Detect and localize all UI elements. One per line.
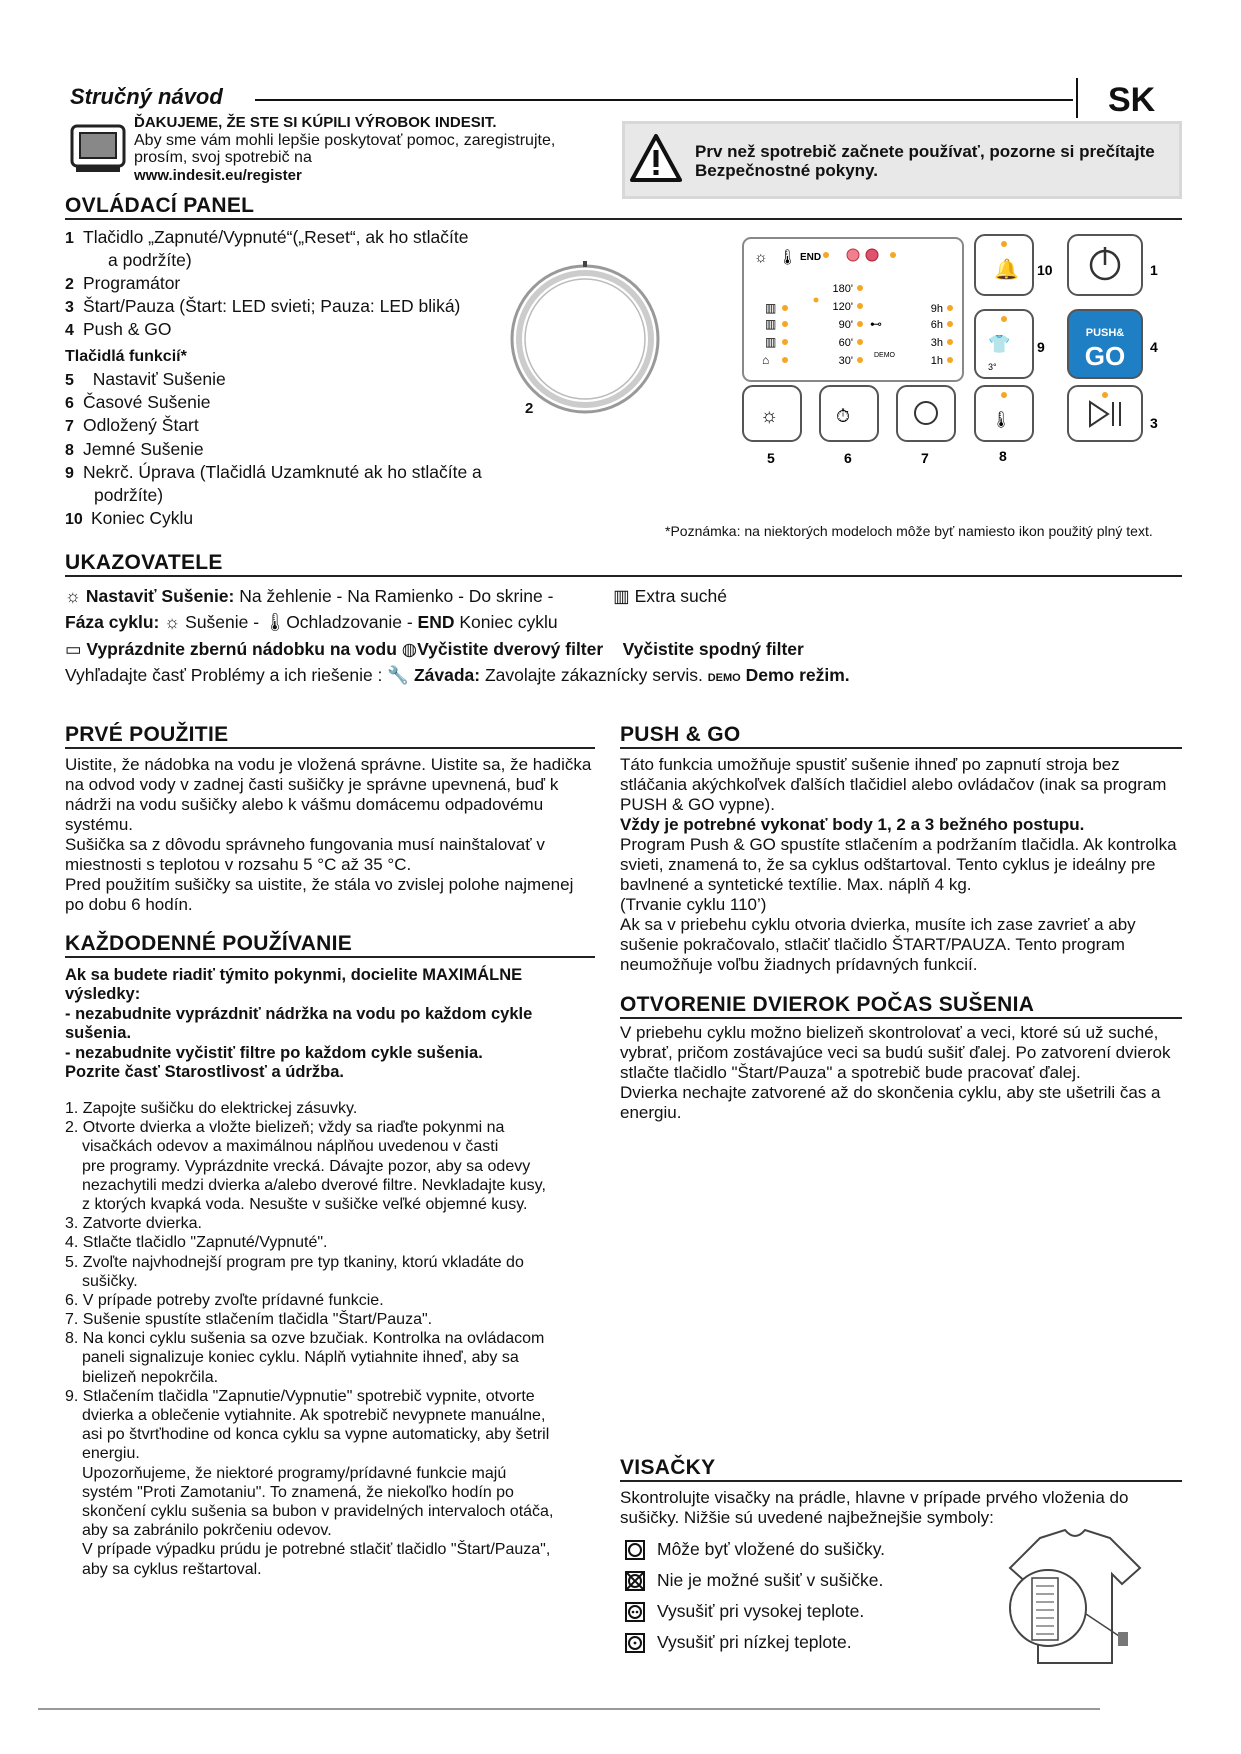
no-tumble-dry-icon bbox=[625, 1571, 645, 1591]
delay-start-button bbox=[897, 386, 955, 441]
demo-icon: DEMO bbox=[707, 671, 741, 684]
indicator-line-1: ☼ Nastaviť Sušenie: Na žehlenie - Na Ramienko - Do skrine - ▥ Extra suché bbox=[65, 586, 727, 606]
warning-icon bbox=[630, 133, 682, 183]
first-use-text: Uistite, že nádobka na vodu je vložená správne. Uistite sa, že hadička na odvod vody v zadnej časti sušičky je správne upevnená, buď k nádrži na vodu sušičky alebo k vášmu domácemu odpadovému systému. Sušička sa z dôvodu správneho fungovania musí nainštalovať v miestnosti s teplotou v rozsahu 5 °C až 35 °C. Pred použitím sušičky sa uistite, že stála vo zvislej polohe najmenej po dobu 6 hodín. bbox=[65, 755, 592, 915]
indicators-title: UKAZOVATELE bbox=[65, 551, 223, 574]
tumble-dry-icon bbox=[625, 1540, 645, 1560]
daily-use-steps: 1. Zapojte sušičku do elektrickej zásuvky. 2. Otvorte dvierka a vložte bielizeň; vždy sa riaďte pokynmi na visačkách odevov a maximálnou náplňou uvedenou v časti pre programy. Vyprázdnite vrecká. Dávajte pozor, aby sa odevy nezachytili medzi dvierka a/alebo dverové filtre. Nevkladajte kusy, z ktorých kvapká voda. Nesušte v sušičke veľké objemné kusy. 3. Zatvorte dvierka. 4. Stlačte tlačidlo "Zapnuté/Vypnuté". 5. Zvoľte najvhodnejší program pre typ tkaniny, ktorú vkladáte do sušičky. 6. V prípade potreby zvoľte prídavné funkcie. 7. Sušenie spustíte stlačením tlačidla "Štart/Pauza". 8. Na konci cyklu sušenia sa ozve bzučiak. Kontrolka na ovládacom paneli signalizuje koniec cyklu. Náplň vytiahnite ihneď, aby sa bielizeň nepokrčila. 9. Stlačením tlačidla "Zapnutie/Vypnutie" spotrebič vypnite, otvorte dvierka a oblečenie vytiahnite. Ak spotrebič nevypnete manuálne, asi po štvrťhodine od konca cyklu sa vypne automaticky, aby šetril energiu. Upozorňujeme, že niektoré programy/prídavné funkcie majú systém "Proti Zamotaniu". To znamená, že niekoľko hodín po skončení cyklu sušenia sa bubon v pravidelných intervaloch otáča, aby sa zabránilo pokrčeniu odevov. V prípade výpadku prúdu je potrebné stlačiť tlačidlo "Štart/Pauza", aby sa cyklus reštartoval. bbox=[65, 1100, 554, 1578]
sun-icon: ☼ bbox=[164, 612, 181, 633]
low-heat-icon bbox=[625, 1633, 645, 1653]
control-panel-title: OVLÁDACÍ PANEL bbox=[65, 194, 255, 217]
computer-icon bbox=[70, 124, 126, 174]
section-rule bbox=[620, 1017, 1182, 1019]
shirt-icon: 👕 bbox=[988, 334, 1011, 354]
svg-text:⌂: ⌂ bbox=[762, 353, 770, 367]
section-rule bbox=[65, 218, 1182, 220]
anti-crease-deg: 3° bbox=[988, 362, 997, 372]
list-item: 8 Jemné Sušenie bbox=[65, 438, 204, 459]
indicator-line-4: Vyhľadajte časť Problémy a ich riešenie : 🔧 Závada: Zavolajte zákaznícky servis. DEMO Demo režim. bbox=[65, 664, 850, 685]
labels-intro: Skontrolujte visačky na prádle, hlavne v prípade prvého vloženia do sušičky. Nižšie sú uvedené najbežnejšie symboly: bbox=[620, 1488, 1129, 1528]
push-go-label: PUSH& bbox=[1085, 327, 1125, 339]
symbol-row: Vysušiť pri vysokej teplote. bbox=[625, 1596, 1005, 1627]
labels-title: VISAČKY bbox=[620, 1456, 716, 1479]
list-item: 10 Koniec Cyklu bbox=[65, 507, 194, 528]
door-open-text: V priebehu cyklu možno bielizeň skontrolovať a veci, ktoré sú už suché, vybrať, pričom zostávajúce veci sa budú sušiť ďalej. Po zatvorení dvierok stlačte tlačidlo "Štart/Pauza" a spotrebič bude pracovať ďalej. Dvierka nechajte zatvorené až do skončenia cyklu, aby ste ušetrili čas a energiu. bbox=[620, 1023, 1171, 1123]
door-open-title: OTVORENIE DVIEROK POČAS SUŠENIA bbox=[620, 993, 1035, 1016]
svg-text:8: 8 bbox=[999, 448, 1007, 464]
first-use-title: PRVÉ POUŽITIE bbox=[65, 723, 229, 746]
list-item: 5 Nastaviť Sušenie bbox=[65, 368, 226, 389]
indicator-line-3: ▭ Vyprázdnite zbernú nádobku na vodu ◍Vyčistite dverový filter Vyčistite spodný filter bbox=[65, 638, 804, 659]
svg-text:10: 10 bbox=[1037, 262, 1053, 278]
section-rule bbox=[65, 747, 595, 749]
daily-use-title: KAŽDODENNÉ POUŽÍVANIE bbox=[65, 932, 353, 955]
daily-use-bold: Ak sa budete riadiť týmito pokynmi, docielite MAXIMÁLNE výsledky: - nezabudnite vyprázdniť nádržka na vodu po každom cykle sušenia. - nezabudnite vyčistiť filtre po každom cykle sušenia. Pozrite časť Starostlivosť a údržba. bbox=[65, 966, 533, 1082]
page-title: Stručný návod bbox=[70, 84, 223, 109]
time-label: 9h bbox=[930, 303, 943, 315]
temp-label: 90' bbox=[838, 319, 853, 331]
bell-icon: 🔔 bbox=[994, 259, 1019, 281]
timer-icon: ⏱ bbox=[836, 406, 851, 426]
list-item: 9 Nekrč. Úprava (Tlačidlá Uzamknuté ak ho stlačíte a bbox=[65, 462, 482, 483]
svg-text:▥: ▥ bbox=[765, 335, 777, 349]
time-label: 3h bbox=[930, 337, 943, 349]
wardrobe-icon: ▥ bbox=[613, 586, 630, 606]
symbol-row: Môže byť vložené do sušičky. bbox=[625, 1534, 1005, 1565]
indicators-list bbox=[65, 583, 1185, 688]
control-panel-diagram bbox=[740, 230, 1200, 470]
temp-label: 30' bbox=[838, 355, 853, 367]
temp-label: 60' bbox=[838, 337, 853, 349]
register-link[interactable]: www.indesit.eu/register bbox=[134, 166, 302, 184]
list-item: 2 Programátor bbox=[65, 272, 181, 293]
svg-text:▥: ▥ bbox=[765, 317, 777, 331]
warning-text: Prv než spotrebič začnete používať, pozorne si prečítajte Bezpečnostné pokyny. bbox=[695, 142, 1155, 180]
list-item: 3 Štart/Pauza (Štart: LED svieti; Pauza: LED bliká) bbox=[65, 295, 461, 316]
section-rule bbox=[620, 747, 1182, 749]
display-end-label: END bbox=[800, 252, 822, 263]
thanks-heading: ĎAKUJEME, ŽE STE SI KÚPILI VÝROBOK INDESIT. bbox=[134, 114, 497, 131]
door-filter-icon: ◍ bbox=[401, 638, 418, 659]
svg-text:5: 5 bbox=[767, 450, 775, 466]
wrench-icon: 🔧 bbox=[387, 664, 410, 685]
svg-text:1: 1 bbox=[1150, 262, 1158, 278]
control-panel-list bbox=[65, 226, 515, 530]
temp-label: 120' bbox=[832, 301, 853, 313]
time-label: 6h bbox=[930, 319, 943, 331]
panel-note: *Poznámka: na niektorých modeloch môže byť namiesto ikon použitý plný text. bbox=[665, 523, 1153, 539]
water-tank-icon: ▭ bbox=[65, 638, 82, 659]
section-rule bbox=[65, 956, 595, 958]
gentle-icon: 🌡 bbox=[991, 412, 1012, 429]
dial-number-label: 2 bbox=[525, 400, 534, 417]
symbol-row: Vysušiť pri nízkej teplote. bbox=[625, 1627, 1005, 1658]
led-water bbox=[890, 252, 896, 258]
functions-title: Tlačidlá funkcií* bbox=[65, 348, 187, 366]
list-item-cont: a podržíte) bbox=[108, 250, 192, 271]
symbols-list bbox=[625, 1534, 1005, 1658]
section-rule bbox=[620, 1480, 1182, 1482]
indicator-line-2: Fáza cyklu: ☼ Sušenie - 🌡Ochladzovanie - END Koniec cyklu bbox=[65, 612, 558, 633]
go-label: GO bbox=[1084, 341, 1126, 371]
svg-text:9: 9 bbox=[1037, 339, 1045, 355]
svg-text:3: 3 bbox=[1150, 415, 1158, 431]
svg-text:4: 4 bbox=[1150, 339, 1158, 355]
demo-label: DEMO bbox=[874, 352, 895, 359]
thermometer-icon: 🌡 bbox=[263, 612, 287, 633]
symbol-row: Nie je možné sušiť v sušičke. bbox=[625, 1565, 1005, 1596]
header-divider bbox=[1076, 78, 1078, 118]
temp-label: 180' bbox=[832, 283, 853, 295]
section-rule bbox=[65, 575, 1182, 577]
list-item: 6 Časové Sušenie bbox=[65, 392, 211, 413]
list-item-cont: podržíte) bbox=[94, 485, 164, 506]
shirt-label-illustration bbox=[1000, 1528, 1150, 1668]
footer-rule bbox=[38, 1708, 1100, 1710]
sun-icon: ☼ bbox=[754, 249, 768, 266]
list-item: 1 Tlačidlo „Zapnuté/Vypnuté“(„Reset“, ak ho stlačíte bbox=[65, 227, 469, 247]
thermometer-icon: 🌡 bbox=[778, 249, 798, 266]
push-go-text: Táto funkcia umožňuje spustiť sušenie ihneď po zapnutí stroja bez stláčania akýchkoľvek ďalších tlačidiel alebo ovládačov (inak sa program PUSH & GO vypne). Vždy je potrebné vykonať body 1, 2 a 3 bežného postupu. Program Push & GO spustíte stlačením a podržaním tlačidla. Ak kontrolka svieti, znamená to, že sa cyklus odštartoval. Tento cyklus je ideálny pre bavlnené a syntetické textílie. Max. náplň 4 kg. (Trvanie cyklu 110’) Ak sa v priebehu cyklu otvoria dvierka, musíte ich zase zavrieť a aby sušenie pokračovalo, stlačiť tlačidlo ŠTART/PAUZA. Tento program neumožňuje voľbu žiadnych prídavných funkcií. bbox=[620, 755, 1177, 975]
list-item: 7 Odložený Štart bbox=[65, 415, 199, 436]
svg-text:▥: ▥ bbox=[765, 301, 777, 315]
sun-icon: ☼ bbox=[65, 586, 82, 606]
sun-button-icon: ☼ bbox=[760, 405, 779, 427]
register-text: Aby sme vám mohli lepšie poskytovať pomoc, zaregistrujte, prosím, svoj spotrebič na bbox=[134, 131, 556, 167]
time-label: 1h bbox=[930, 355, 943, 367]
led-end bbox=[823, 252, 829, 258]
key-icon: ⊷ bbox=[870, 317, 882, 331]
header-rule bbox=[255, 99, 1073, 101]
list-item: 4 Push & GO bbox=[65, 319, 172, 340]
svg-text:6: 6 bbox=[844, 450, 852, 466]
svg-text:7: 7 bbox=[921, 450, 929, 466]
registration-text bbox=[134, 114, 604, 184]
filter-icon bbox=[847, 249, 859, 261]
language-code: SK bbox=[1108, 81, 1156, 119]
door-filter-icon bbox=[866, 249, 878, 261]
high-heat-icon bbox=[625, 1602, 645, 1622]
push-go-title: PUSH & GO bbox=[620, 723, 741, 746]
